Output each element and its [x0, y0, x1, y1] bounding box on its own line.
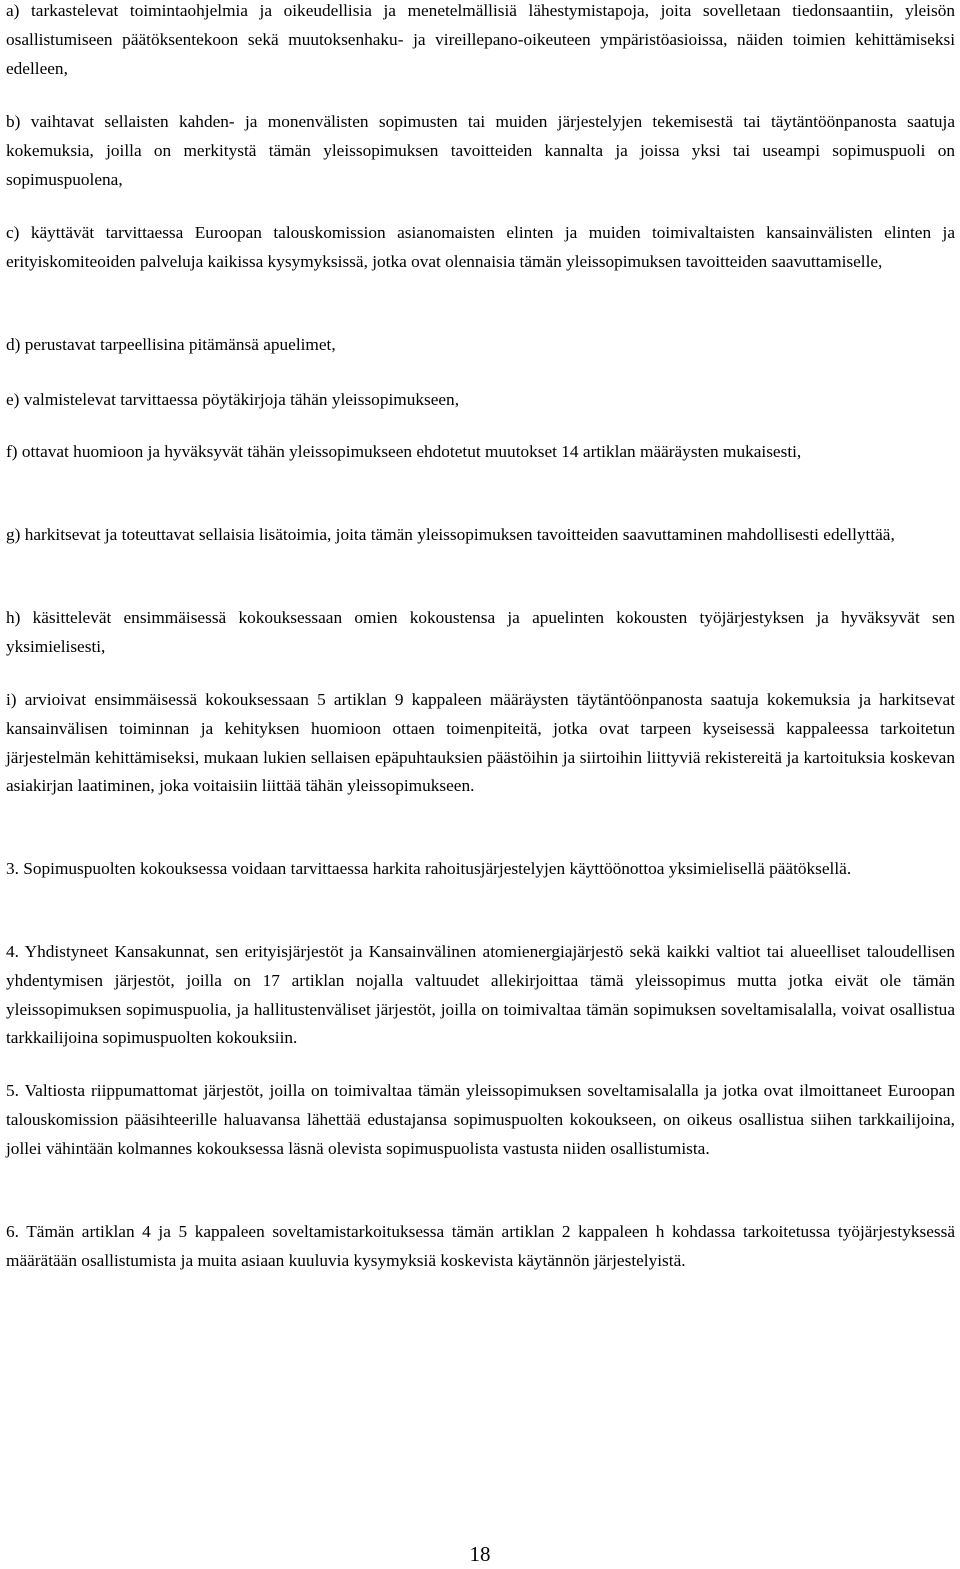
paragraph-b: b) vaihtavat sellaisten kahden- ja monenvälisten sopimusten tai muiden järjestelyjen tekemisestä tai täytäntöönpanosta saatuja kokemuksia, joilla on merkitystä tämän yleissopimuksen tavoitteiden kannalta ja joissa yksi tai useampi sopimuspuoli on sopimuspuolena,: [6, 112, 955, 189]
paragraph-f: f) ottavat huomioon ja hyväksyvät tähän yleissopimukseen ehdotetut muutokset 14 artiklan määräysten mukaisesti,: [6, 442, 802, 461]
page-number: 18: [469, 1542, 491, 1566]
paragraph-3: 3. Sopimuspuolten kokouksessa voidaan tarvittaessa harkita rahoitusjärjestelyjen käyttöönottoa yksimielisellä päätöksellä.: [6, 859, 852, 878]
paragraph-e: e) valmistelevat tarvittaessa pöytäkirjoja tähän yleissopimukseen,: [6, 390, 460, 409]
paragraph-g: g) harkitsevat ja toteuttavat sellaisia lisätoimia, joita tämän yleissopimuksen tavoitteiden saavuttaminen mahdollisesti edellyttää,: [6, 525, 895, 544]
paragraph-a: a) tarkastelevat toimintaohjelmia ja oikeudellisia ja menetelmällisiä lähestymistapoja, joita sovelletaan tiedonsaantiin, yleisön osallistumiseen päätöksentekoon sekä muutoksenhaku- ja vireillepano-oikeuteen ympäristöasioissa, näiden toimien kehittämiseksi edelleen,: [6, 1, 955, 78]
paragraph-i: i) arvioivat ensimmäisessä kokouksessaan 5 artiklan 9 kappaleen määräysten täytäntöönpanosta saatuja kokemuksia ja harkitsevat kansainvälisen toiminnan ja kehityksen huomioon ottaen toimenpiteitä, jotka ovat tarpeen kyseisessä kappaleessa tarkoitetun järjestelmän kehittämiseksi, mukaan lukien sellaisen epäpuhtauksien päästöihin ja siirtoihin liittyviä rekistereitä ja kartoituksia koskevan asiakirjan laatiminen, joka voitaisiin liittää tähän yleissopimukseen.: [6, 690, 955, 796]
paragraph-5: 5. Valtiosta riippumattomat järjestöt, joilla on toimivaltaa tämän yleissopimuksen soveltamisalalla ja jotka ovat ilmoittaneet Euroopan talouskomission pääsihteerille haluavansa lähettää edustajansa sopimuspuolten kokoukseen, on oikeus osallistua siihen tarkkailijoina, jollei vähintään kolmannes kokouksessa läsnä olevista sopimuspuolista vastusta niiden osallistumista.: [6, 1081, 955, 1158]
paragraph-h: h) käsittelevät ensimmäisessä kokouksessaan omien kokoustensa ja apuelinten kokousten työjärjestyksen ja hyväksyvät sen yksimielisesti,: [6, 608, 955, 656]
paragraph-4: 4. Yhdistyneet Kansakunnat, sen erityisjärjestöt ja Kansainvälinen atomienergiajärjestö sekä kaikki valtiot tai alueelliset taloudellisen yhdentymisen järjestöt, joilla on 17 artiklan nojalla valtuudet allekirjoittaa tämä yleissopimus mutta jotka eivät ole tämän yleissopimuksen sopimuspuolia, ja hallitustenväliset järjestöt, joilla on toimivaltaa tämän sopimuksen soveltamisalalla, voivat osallistua tarkkailijoina sopimuspuolten kokouksiin.: [6, 942, 955, 1048]
paragraph-c: c) käyttävät tarvittaessa Euroopan talouskomission asianomaisten elinten ja muiden toimivaltaisten kansainvälisten elinten ja erityiskomiteoiden palveluja kaikissa kysymyksissä, jotka ovat olennaisia tämän yleissopimuksen tavoitteiden saavuttamiselle,: [6, 223, 955, 271]
paragraph-6: 6. Tämän artiklan 4 ja 5 kappaleen soveltamistarkoituksessa tämän artiklan 2 kappaleen h kohdassa tarkoitetussa työjärjestyksessä määrätään osallistumista ja muita asiaan kuuluvia kysymyksiä koskevista käytännön järjestelyistä.: [6, 1222, 955, 1270]
paragraph-d: d) perustavat tarpeellisina pitämänsä apuelimet,: [6, 335, 336, 354]
